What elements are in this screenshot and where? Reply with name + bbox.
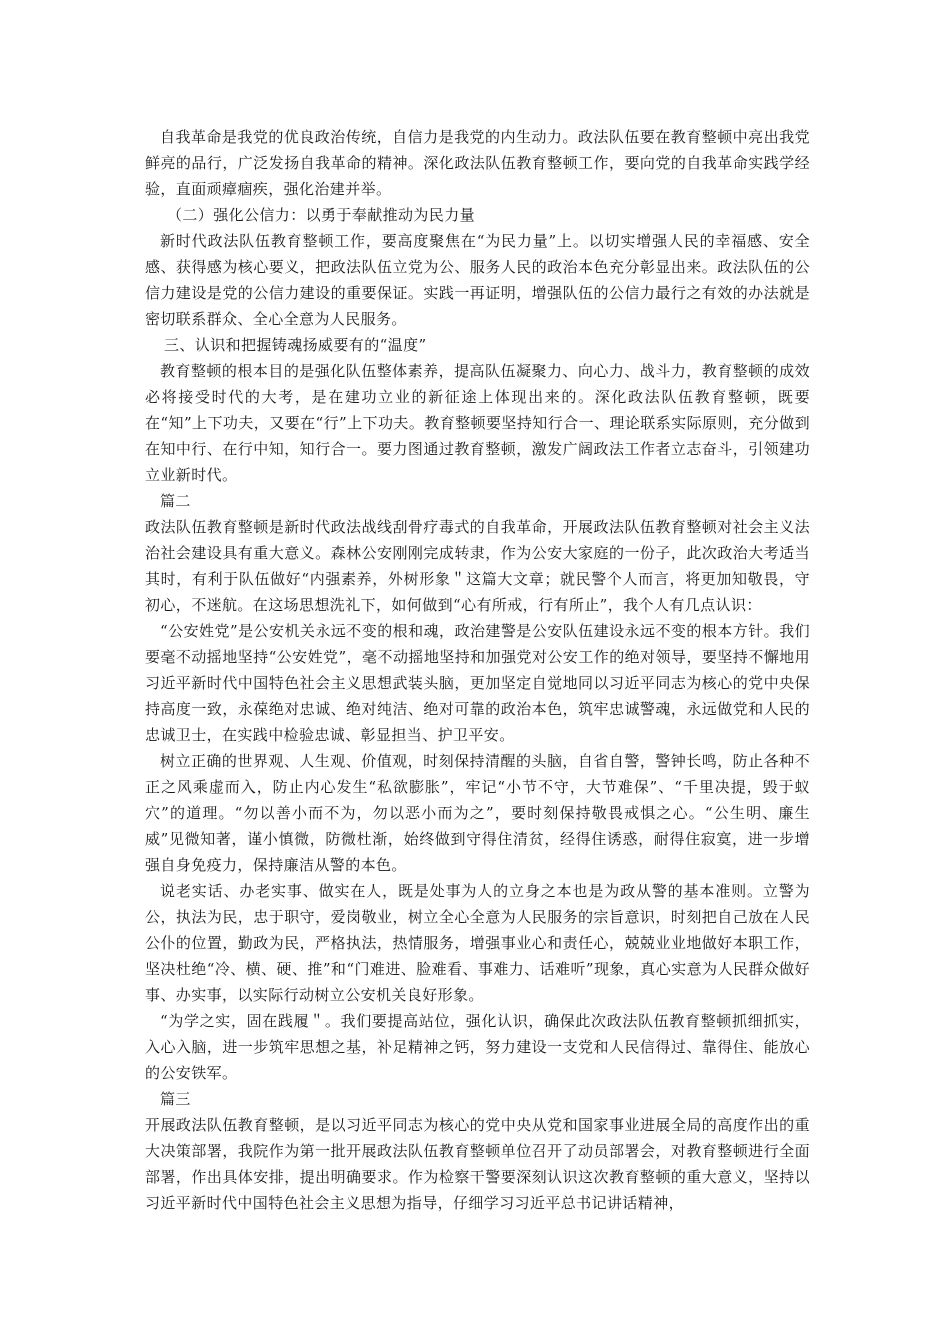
paragraph-honesty: 说老实话、办老实事、做实在人，既是处事为人的立身之本也是为政从警的基本准则。立警为公，执法为民，忠于职守，爱岗敬业，树立全心全意为人民服务的宗旨意识，时刻把自己放在人民公仆的位置，勤政为民，严格执法，热情服务，增强事业心和责任心，兢兢业业地做好本职工作，坚决杜绝“冷、横、硬、推”和“门难进、脸难看、事难力、话难听”现象，真心实意为人民群众做好事、办实事，以实际行动树立公安机关良好形象。: [145, 882, 810, 1004]
paragraph-part3-intro: 开展政法队伍教育整顿，是以习近平同志为核心的党中央从党和国家事业进展全局的高度作出的重大决策部署，我院作为第一批开展政法队伍教育整顿单位召开了动员部署会，对教育整顿进行全面部署，作出具体安排，提出明确要求。作为检察干警要深刻认识这次教育整顿的重大意义，坚持以习近平新时代中国特色社会主义思想为指导，仔细学习习近平总书记讲话精神，: [145, 1116, 810, 1212]
document-body: [145, 124, 810, 1216]
paragraph-police-party: “公安姓党”是公安机关永远不变的根和魂，政治建警是公安队伍建设永远不变的根本方针。我们要毫不动摇地坚持“公安姓党”，毫不动摇地坚持和加强党对公安工作的绝对领导，要坚持不懈地用习近平新时代中国特色社会主义思想武装头脑，更加坚定自觉地同以习近平同志为核心的党中央保持高度一致，永葆绝对忠诚、绝对纯洁、绝对可靠的政治本色，筑牢忠诚警魂，永远做党和人民的忠诚卫士，在实践中检验忠诚、彰显担当、护卫平安。: [145, 622, 810, 744]
section-heading-credibility: （二）强化公信力：以勇于奉献推动为民力量: [167, 206, 476, 224]
paragraph-credibility: 新时代政法队伍教育整顿工作，要高度聚焦在“为民力量”上。以切实增强人民的幸福感、安全感、获得感为核心要义，把政法队伍立党为公、服务人民的政治本色充分彰显出来。政法队伍的公信力建设是党的公信力建设的重要保证。实践一再证明，增强队伍的公信力最行之有效的办法就是密切联系群众、全心全意为人民服务。: [145, 232, 810, 328]
section-heading-warmth: 三、认识和把握铸魂扬威要有的“温度”: [164, 336, 427, 354]
paragraph-worldview: 树立正确的世界观、人生观、价值观，时刻保持清醒的头脑，自省自警，警钟长鸣，防止各种不正之风乘虚而入，防止内心发生“私欲膨胀”，牢记“小节不守，大节难保”、“千里决提，毁于蚁穴”的道理。“勿以善小而不为，勿以恶小而为之”，要时刻保持敬畏戒惧之心。“公生明、廉生威”见微知著，谨小慎微，防微杜渐，始终做到守得住清贫，经得住诱惑，耐得住寂寞，进一步增强自身免疫力，保持廉洁从警的本色。: [145, 752, 810, 874]
paragraph-part2-intro: 政法队伍教育整顿是新时代政法战线刮骨疗毒式的自我革命，开展政法队伍教育整顿对社会主义法治社会建设具有重大意义。森林公安刚刚完成转隶，作为公安大家庭的一份子，此次政治大考适当其时，有利于队伍做好“内强素养，外树形象＂这篇大文章；就民警个人而言，将更加知敬畏，守初心，不迷航。在这场思想洗礼下，如何做到“心有所戒，行有所止”，我个人有几点认识：: [145, 518, 810, 614]
part-heading-3: 篇三: [160, 1090, 191, 1108]
paragraph-self-revolution: 自我革命是我党的优良政治传统，自信力是我党的内生动力。政法队伍要在教育整顿中亮出我党鲜亮的品行，广泛发扬自我革命的精神。深化政法队伍教育整顿工作，要向党的自我革命实践学经验，直面顽瘴痼疾，强化治建并举。: [145, 128, 810, 198]
paragraph-practice: “为学之实，固在践履＂。我们要提高站位，强化认识，确保此次政法队伍教育整顿抓细抓实，入心入脑，进一步筑牢思想之基，补足精神之钙，努力建设一支党和人民信得过、靠得住、能放心的公安铁军。: [145, 1012, 810, 1082]
part-heading-2: 篇二: [160, 492, 191, 510]
paragraph-education-goal: 教育整顿的根本目的是强化队伍整体素养，提高队伍凝聚力、向心力、战斗力，教育整顿的成效必将接受时代的大考，是在建功立业的新征途上体现出来的。深化政法队伍教育整顿，既要在“知”上下功夫，又要在“行”上下功夫。教育整顿要坚持知行合一、理论联系实际原则，充分做到在知中行、在行中知，知行合一。要力图通过教育整顿，激发广阔政法工作者立志奋斗，引领建功立业新时代。: [145, 362, 810, 484]
